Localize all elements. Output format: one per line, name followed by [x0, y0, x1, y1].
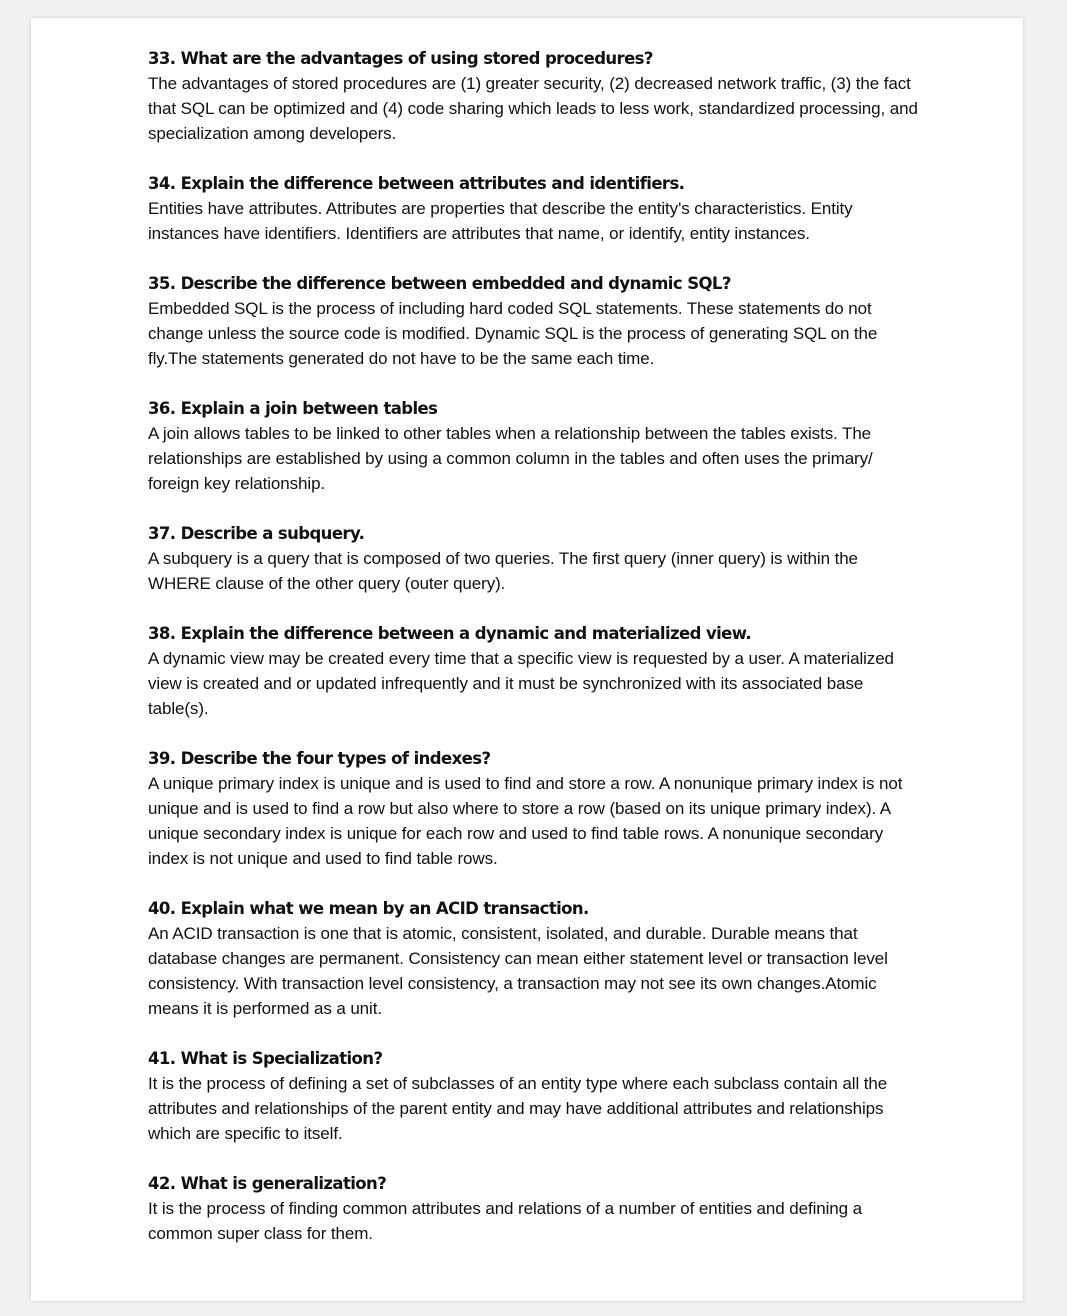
qa-list [148, 46, 918, 1271]
answer-text: A unique primary index is unique and is used to find and store a row. A nonunique primary index is not unique and is used to find a row but also where to store a row (based on its unique primary index). A unique secondary index is unique for each row and used to find table rows. A nonunique secondary index is not unique and used to find table rows. [148, 774, 903, 868]
question-heading: 35. Describe the difference between embedded and dynamic SQL? [148, 274, 731, 293]
answer-text: It is the process of finding common attributes and relations of a number of entities and defining a common super class for them. [148, 1199, 862, 1243]
question-heading: 39. Describe the four types of indexes? [148, 749, 491, 768]
answer-text: Embedded SQL is the process of including hard coded SQL statements. These statements do not change unless the source code is modified. Dynamic SQL is the process of generating SQL on the fly.The statements generated do not have to be the same each time. [148, 299, 878, 368]
qa-item-42 [148, 1171, 918, 1246]
answer-text: The advantages of stored procedures are (1) greater security, (2) decreased network traffic, (3) the fact that SQL can be optimized and (4) code sharing which leads to less work, standardized processing, and specialization among developers. [148, 74, 918, 143]
qa-item-35 [148, 271, 918, 371]
qa-item-39 [148, 746, 918, 871]
answer-text: A dynamic view may be created every time that a specific view is requested by a user. A materialized view is created and or updated infrequently and it must be synchronized with its associated base table(s). [148, 649, 894, 718]
question-heading: 33. What are the advantages of using stored procedures? [148, 49, 653, 68]
answer-text: An ACID transaction is one that is atomic, consistent, isolated, and durable. Durable means that database changes are permanent. Consistency can mean either statement level or transaction level consistency. With transaction level consistency, a transaction may not see its own changes.Atomic means it is performed as a unit. [148, 924, 888, 1018]
question-heading: 42. What is generalization? [148, 1174, 387, 1193]
qa-item-34 [148, 171, 918, 246]
qa-item-38 [148, 621, 918, 721]
qa-item-37 [148, 521, 918, 596]
document-page [31, 18, 1023, 1301]
answer-text: Entities have attributes. Attributes are properties that describe the entity's characteristics. Entity instances have identifiers. Identifiers are attributes that name, or identify, entity instances. [148, 199, 853, 243]
question-heading: 34. Explain the difference between attributes and identifiers. [148, 174, 685, 193]
qa-item-33 [148, 46, 918, 146]
question-heading: 37. Describe a subquery. [148, 524, 365, 543]
qa-item-36 [148, 396, 918, 496]
answer-text: It is the process of defining a set of subclasses of an entity type where each subclass contain all the attributes and relationships of the parent entity and may have additional attributes and relationships which are specific to itself. [148, 1074, 888, 1143]
qa-item-41 [148, 1046, 918, 1146]
question-heading: 38. Explain the difference between a dynamic and materialized view. [148, 624, 752, 643]
answer-text: A subquery is a query that is composed of two queries. The first query (inner query) is within the WHERE clause of the other query (outer query). [148, 549, 858, 593]
question-heading: 41. What is Specialization? [148, 1049, 383, 1068]
qa-item-40 [148, 896, 918, 1021]
question-heading: 36. Explain a join between tables [148, 399, 438, 418]
question-heading: 40. Explain what we mean by an ACID transaction. [148, 899, 589, 918]
answer-text: A join allows tables to be linked to other tables when a relationship between the tables exists. The relationships are established by using a common column in the tables and often uses the primary/ foreign key relationship. [148, 424, 873, 493]
